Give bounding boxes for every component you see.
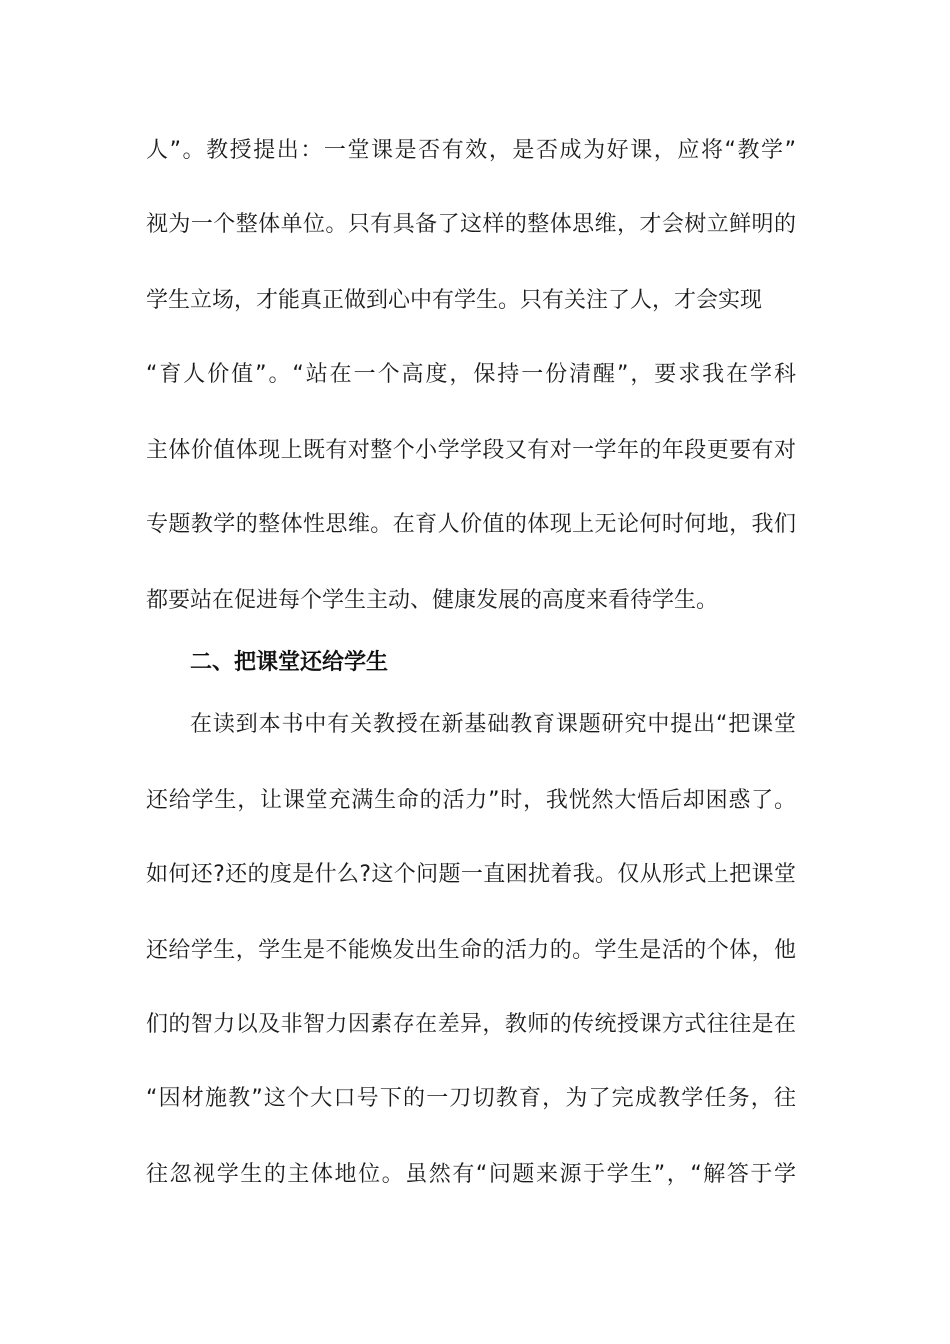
text-line: 往忽视学生的主体地位。虽然有“问题来源于学生”，“解答于学: [146, 1162, 796, 1187]
text-line: 专题教学的整体性思维。在育人价值的体现上无论何时何地，我们: [146, 512, 796, 537]
text-line: 都要站在促进每个学生主动、健康发展的高度来看待学生。: [146, 588, 719, 613]
section-heading: 二、把课堂还给学生: [190, 650, 389, 675]
text-line: 还给学生，让课堂充满生命的活力”时，我恍然大悟后却困惑了。: [146, 788, 796, 813]
text-line: “育人价值”。“站在一个高度，保持一份清醒”，要求我在学科: [146, 362, 796, 387]
text-line: 视为一个整体单位。只有具备了这样的整体思维，才会树立鲜明的: [146, 212, 796, 237]
text-line: 人”。教授提出：一堂课是否有效，是否成为好课，应将“教学”: [146, 138, 796, 163]
text-line: 们的智力以及非智力因素存在差异，教师的传统授课方式往往是在: [146, 1012, 796, 1037]
text-line: “因材施教”这个大口号下的一刀切教育，为了完成教学任务，往: [146, 1086, 796, 1111]
text-line: 如何还?还的度是什么?这个问题一直困扰着我。仅从形式上把课堂: [146, 862, 796, 887]
text-line: 在读到本书中有关教授在新基础教育课题研究中提出“把课堂: [190, 712, 796, 737]
text-line: 还给学生，学生是不能焕发出生命的活力的。学生是活的个体，他: [146, 938, 796, 963]
text-line: 主体价值体现上既有对整个小学学段又有对一学年的年段更要有对: [146, 438, 796, 463]
text-line: 学生立场，才能真正做到心中有学生。只有关注了人，才会实现: [146, 288, 763, 313]
